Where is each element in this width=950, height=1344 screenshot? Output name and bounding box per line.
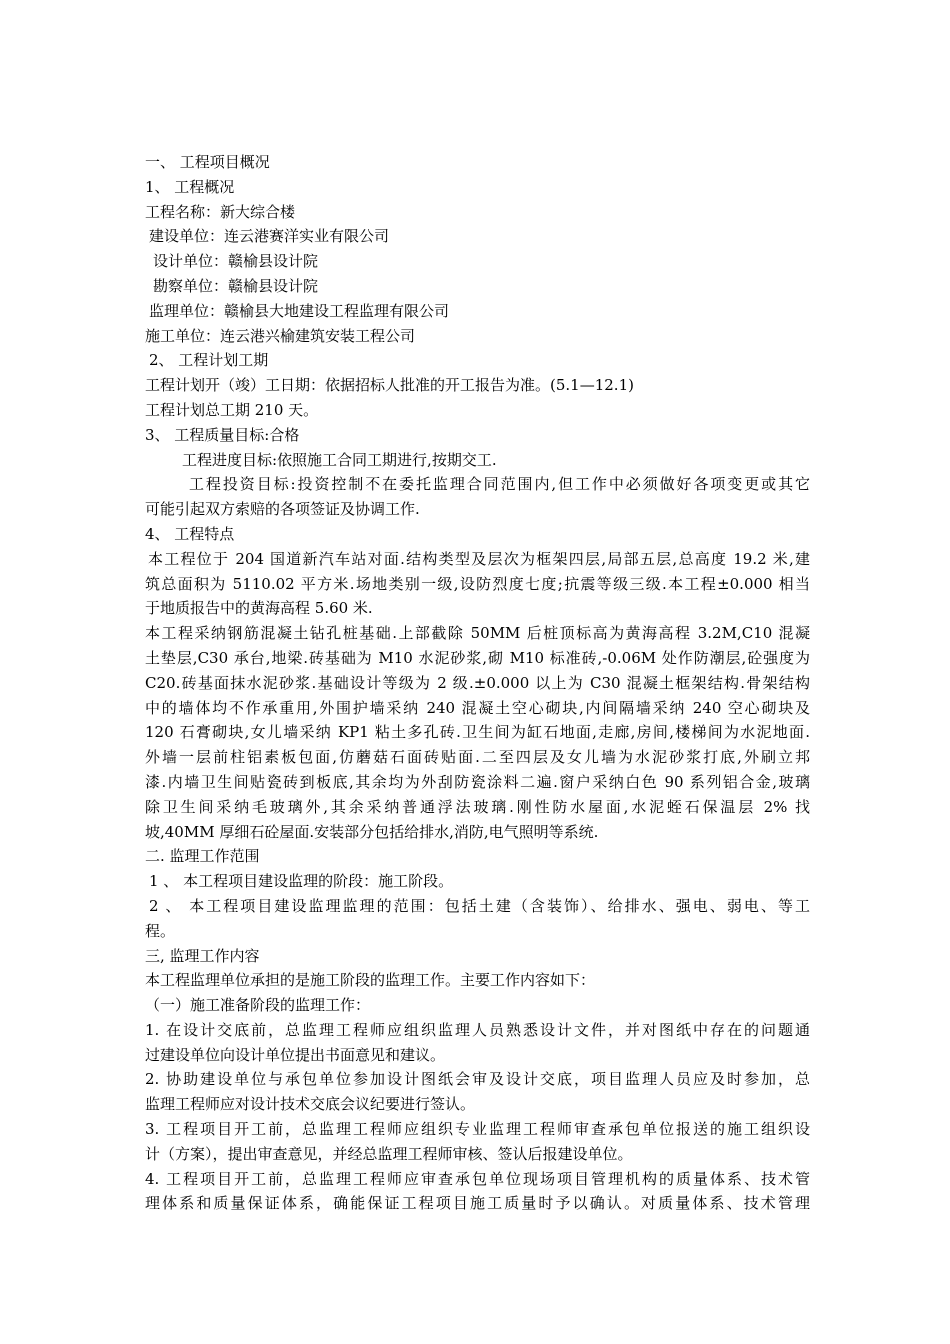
list-item: 3. 工程项目开工前，总监理工程师应组织专业监理工程师审查承包单位报送的施工组织设 bbox=[145, 1120, 810, 1139]
paragraph-line: 监理工程师应对设计技术交底会议纪要进行签认。 bbox=[145, 1095, 476, 1114]
construction-unit: 建设单位：连云港赛洋实业有限公司 bbox=[149, 227, 390, 246]
paragraph-line: 除卫生间采纳毛玻璃外,其余采纳普通浮法玻璃.刚性防水屋面,水泥蛭石保温层 2% 找 bbox=[145, 797, 810, 816]
paragraph-line: 程。 bbox=[145, 921, 176, 940]
paragraph-line: 坡,40MM 厚细石砼屋面.安装部分包括给排水,消防,电气照明等系统. bbox=[145, 822, 599, 841]
paragraph-line: 本工程位于 204 国道新汽车站对面.结构类型及层次为框架四层,局部五层,总高度 19.2 米,建 bbox=[148, 549, 810, 568]
paragraph-line: 漆.内墙卫生间贴瓷砖到板底,其余均为外刮防瓷涂料二遍.窗户采纳白色 90 系列铝合金,玻璃 bbox=[145, 772, 810, 791]
section-heading: 二. 监理工作范围 bbox=[145, 847, 260, 866]
subsection-heading: 2、 工程计划工期 bbox=[149, 351, 269, 370]
paragraph-line: 筑总面积为 5110.02 平方米.场地类别一级,设防烈度七度;抗震等级三级.本工程±0.000 相当 bbox=[145, 574, 810, 593]
list-item: 1 、 本工程项目建设监理的阶段：施工阶段。 bbox=[149, 872, 454, 891]
paragraph-line: C20.砖基面抹水泥砂浆.基础设计等级为 2 级.±0.000 以上为 C30 混凝土框架结构.骨架结构 bbox=[145, 673, 810, 692]
paragraph-line: 120 石膏砌块,女儿墙采纳 KP1 粘土多孔砖.卫生间为缸石地面,走廊,房间,楼梯间为水泥地面. bbox=[145, 723, 810, 742]
subsection-heading: （一）施工准备阶段的监理工作： bbox=[145, 996, 371, 1015]
section-heading: 三, 监理工作内容 bbox=[145, 946, 260, 965]
supervision-unit: 监理单位：赣榆县大地建设工程监理有限公司 bbox=[149, 301, 450, 320]
paragraph-line: 中的墙体均不作承重用,外围护墙采纳 240 混凝土空心砌块,内间隔墙采纳 240 空心砌块及 bbox=[145, 698, 810, 717]
paragraph-line: 外墙一层前柱铝素板包面,仿蘑菇石面砖贴面.二至四层及女儿墙为水泥砂浆打底,外刷立邦 bbox=[145, 748, 810, 767]
paragraph-line: 过建设单位向设计单位提出书面意见和建议。 bbox=[145, 1045, 446, 1064]
list-item: 4. 工程项目开工前，总监理工程师应审查承包单位现场项目管理机构的质量体系、技术管 bbox=[145, 1169, 810, 1188]
section-heading: 一、 工程项目概况 bbox=[145, 153, 270, 171]
subsection-heading: 3、 工程质量目标:合格 bbox=[145, 425, 300, 444]
list-item: 2. 协助建设单位与承包单位参加设计图纸会审及设计交底，项目监理人员应及时参加，总 bbox=[145, 1070, 810, 1089]
contractor-unit: 施工单位：连云港兴榆建筑安装工程公司 bbox=[145, 326, 416, 345]
list-item: 2 、 本工程项目建设监理监理的范围：包括土建（含装饰）、给排水、强电、弱电、等工 bbox=[149, 896, 810, 915]
subsection-heading: 4、 工程特点 bbox=[145, 524, 235, 543]
paragraph-line: 本工程监理单位承担的是施工阶段的监理工作。主要工作内容如下： bbox=[145, 971, 596, 990]
paragraph-line: 工程投资目标:投资控制不在委托监理合同范围内,但工作中必须做好各项变更或其它 bbox=[189, 475, 810, 494]
paragraph-line: 于地质报告中的黄海高程 5.60 米. bbox=[145, 599, 373, 618]
document-page bbox=[145, 150, 810, 1216]
list-item: 1. 在设计交底前，总监理工程师应组织监理人员熟悉设计文件，并对图纸中存在的问题通 bbox=[145, 1020, 810, 1039]
paragraph-line: 工程进度目标:依照施工合同工期进行,按期交工. bbox=[182, 450, 497, 469]
paragraph-line: 理体系和质量保证体系，确能保证工程项目施工质量时予以确认。对质量体系、技术管理 bbox=[145, 1194, 810, 1213]
paragraph-line: 计（方案），提出审查意见，并经总监理工程师审核、签认后报建设单位。 bbox=[145, 1144, 633, 1163]
paragraph-line: 可能引起双方索赔的各项签证及协调工作. bbox=[145, 500, 420, 519]
paragraph-line: 本工程采纳钢筋混凝土钻孔桩基础.上部截除 50MM 后桩顶标高为黄海高程 3.2M,C10 混凝 bbox=[145, 624, 810, 643]
paragraph-line: 土垫层,C30 承台,地梁.砖基础为 M10 水泥砂浆,砌 M10 标准砖,-0.06M 处作防潮层,砼强度为 bbox=[145, 648, 810, 667]
design-unit: 设计单位：赣榆县设计院 bbox=[153, 252, 319, 271]
project-name: 工程名称：新大综合楼 bbox=[145, 202, 296, 221]
paragraph-line: 工程计划总工期 210 天。 bbox=[145, 400, 319, 419]
survey-unit: 勘察单位：赣榆县设计院 bbox=[153, 276, 319, 295]
subsection-heading: 1、 工程概况 bbox=[145, 177, 235, 196]
paragraph-line: 工程计划开（竣）工日期：依据招标人批准的开工报告为准。(5.1—12.1) bbox=[145, 376, 634, 395]
